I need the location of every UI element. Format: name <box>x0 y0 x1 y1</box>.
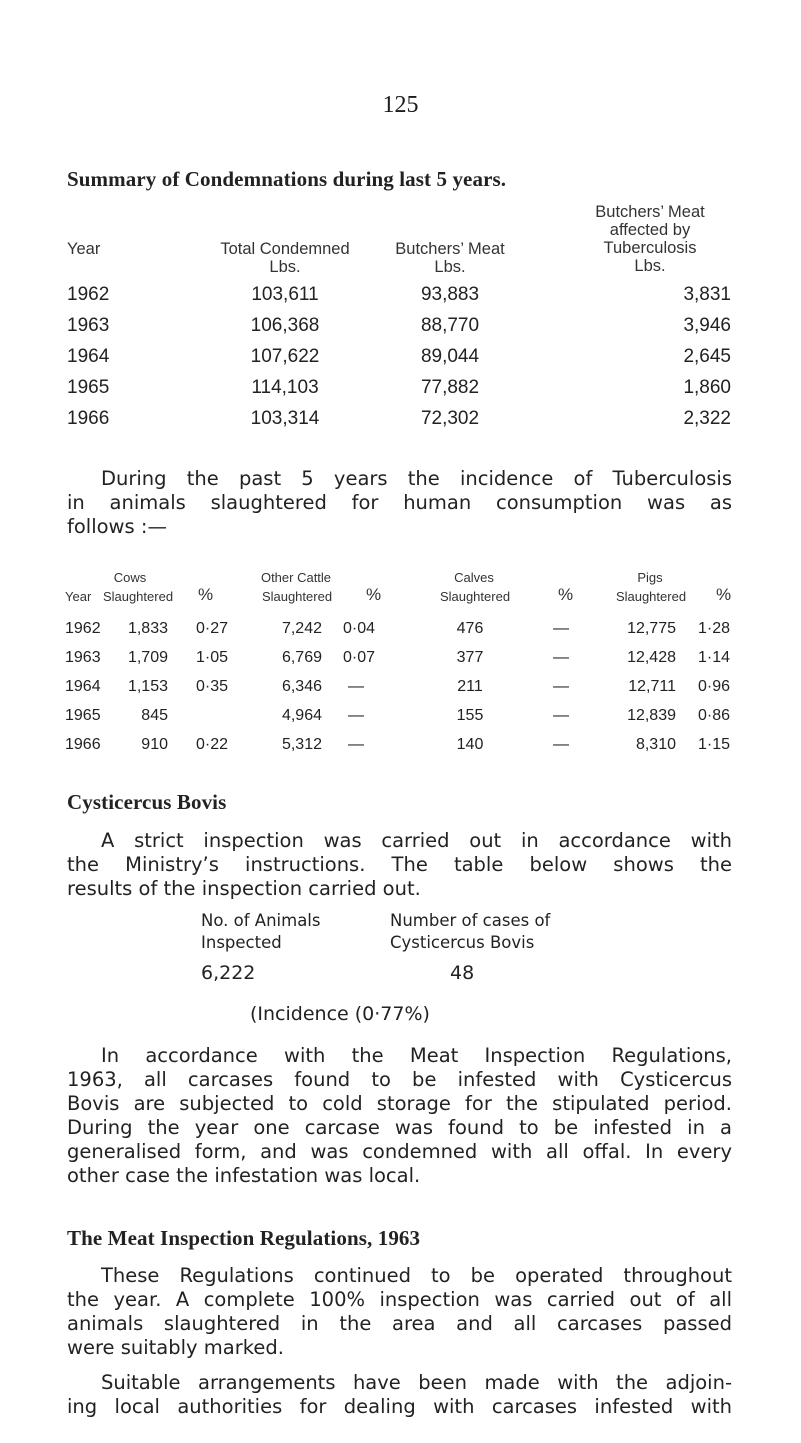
tb-cows: 1,153 <box>127 678 168 695</box>
col-header-tb-line2: affected by <box>609 221 691 239</box>
tb-year: 1965 <box>65 707 101 724</box>
tb-pigs-pct: 0·86 <box>698 707 731 724</box>
paragraph-line: the Ministry’s instructions. The table below shows the <box>67 853 732 876</box>
tb-other-pct: 0·04 <box>343 620 376 637</box>
header-animals-inspected <box>201 910 320 954</box>
tb-calves: 377 <box>456 649 484 666</box>
regulations-heading: The Meat Inspection Regulations, 1963 <box>67 1226 421 1250</box>
summary-total: 106,368 <box>250 315 320 336</box>
tb-year: 1963 <box>65 649 101 666</box>
tb-pigs: 12,711 <box>628 678 676 695</box>
header-cases-line1: Number of cases of <box>390 911 551 930</box>
tb-cows-pct: 0·27 <box>196 620 229 637</box>
tb-year: 1962 <box>65 620 101 637</box>
tb-year: 1966 <box>65 736 101 753</box>
header-cases <box>390 910 550 954</box>
summary-meat: 88,770 <box>420 315 480 336</box>
tb-other: 6,346 <box>281 678 322 695</box>
tb-other: 7,242 <box>281 620 322 637</box>
header-pct-other: % <box>366 585 382 604</box>
header-cows: Cows <box>113 570 147 585</box>
summary-meat: 93,883 <box>420 284 480 305</box>
tb-calves-pct: — <box>553 707 569 724</box>
tb-calves-pct: — <box>553 678 569 695</box>
tb-pigs-pct: 0·96 <box>698 678 731 695</box>
paragraph-line: ing local authorities for dealing with carcases infested with <box>67 1395 732 1418</box>
tb-pigs: 8,310 <box>635 736 676 753</box>
header-year: Year <box>65 589 92 604</box>
cysticercus-heading: Cysticercus Bovis <box>67 790 227 814</box>
header-pct-calves: % <box>558 585 574 604</box>
cysticercus-paragraph-2 <box>67 1044 732 1188</box>
regulations-paragraph-1 <box>67 1264 732 1360</box>
paragraph-line: animals slaughtered in the area and all carcases passed <box>67 1312 732 1335</box>
tb-pigs-pct: 1·14 <box>698 649 731 666</box>
summary-meat: 72,302 <box>420 408 480 429</box>
summary-tb: 3,946 <box>683 315 731 336</box>
tb-other: 6,769 <box>281 649 322 666</box>
tb-year: 1964 <box>65 678 101 695</box>
summary-total: 103,611 <box>251 284 319 305</box>
header-other-cattle: Other Cattle <box>260 570 332 585</box>
tb-calves: 211 <box>457 678 483 695</box>
paragraph-line: follows :— <box>67 515 167 538</box>
tb-calves-pct: — <box>553 736 569 753</box>
col-header-tb-unit: Lbs. <box>634 257 666 275</box>
paragraph-line: Suitable arrangements have been made with the adjoin- <box>101 1371 732 1394</box>
header-cases-line2: Cysticercus Bovis <box>390 933 535 952</box>
summary-tb: 3,831 <box>683 284 731 305</box>
col-header-tb-line1: Butchers’ Meat <box>595 203 705 221</box>
tb-cows: 1,709 <box>127 649 168 666</box>
summary-year: 1962 <box>67 284 110 305</box>
summary-meat: 77,882 <box>420 377 480 398</box>
header-calves: Calves <box>454 570 494 585</box>
value-inspected: 6,222 <box>201 962 256 984</box>
summary-tb: 1,860 <box>683 377 731 398</box>
header-pigs-slaughtered: Slaughtered <box>615 589 687 604</box>
col-header-tuberculosis <box>565 203 735 275</box>
paragraph-line: These Regulations continued to be operated throughout <box>101 1264 732 1287</box>
paragraph-line: During the past 5 years the incidence of Tuberculosis <box>101 467 732 490</box>
page-number: 125 <box>382 92 419 118</box>
tb-cows: 845 <box>141 707 168 724</box>
tb-other-pct: — <box>348 707 364 724</box>
col-header-total-condemned <box>205 240 365 276</box>
summary-total: 103,314 <box>250 408 320 429</box>
header-pct-cows: % <box>198 585 214 604</box>
incidence-note: (Incidence (0·77%) <box>250 1003 430 1025</box>
tb-other: 4,964 <box>281 707 322 724</box>
paragraph-line: In accordance with the Meat Inspection Regulations, <box>101 1044 732 1067</box>
tb-calves: 140 <box>456 736 484 753</box>
tb-other-pct: — <box>348 678 364 695</box>
summary-total: 114,103 <box>251 377 319 398</box>
col-header-year: Year <box>67 240 101 258</box>
tb-cows: 1,833 <box>127 620 168 637</box>
paragraph-line: in animals slaughtered for human consumption was as <box>67 491 732 514</box>
header-animals-line2: Inspected <box>201 933 282 952</box>
tb-other: 5,312 <box>281 736 322 753</box>
summary-year: 1964 <box>67 346 110 367</box>
summary-tb: 2,645 <box>683 346 731 367</box>
paragraph-line: Bovis are subjected to cold storage for the stipulated period. <box>67 1092 732 1115</box>
tb-pigs: 12,428 <box>627 649 676 666</box>
col-header-meat-label: Butchers’ Meat <box>395 240 505 258</box>
tb-pigs: 12,839 <box>627 707 676 724</box>
col-header-tb-line3: Tuberculosis <box>603 239 697 257</box>
header-other-slaughtered: Slaughtered <box>261 589 333 604</box>
header-pigs: Pigs <box>637 570 663 585</box>
tb-other-pct: — <box>348 736 364 753</box>
tb-calves: 155 <box>456 707 484 724</box>
tb-pigs-pct: 1·15 <box>698 736 731 753</box>
summary-year: 1965 <box>67 377 110 398</box>
header-cows-slaughtered: Slaughtered <box>102 589 174 604</box>
value-cases: 48 <box>450 962 475 984</box>
tb-other-pct: 0·07 <box>343 649 376 666</box>
tb-cows-pct: 0·22 <box>196 736 229 753</box>
tb-pigs-pct: 1·28 <box>698 620 731 637</box>
tb-cows: 910 <box>141 736 168 753</box>
col-header-meat-unit: Lbs. <box>434 258 466 276</box>
tb-calves: 476 <box>456 620 484 637</box>
summary-total: 107,622 <box>250 346 320 367</box>
regulations-paragraph-2 <box>67 1371 732 1419</box>
summary-year: 1963 <box>67 315 110 336</box>
paragraph-line: generalised form, and was condemned with all offal. In every <box>67 1140 732 1163</box>
paragraph-line: were suitably marked. <box>67 1336 284 1359</box>
tb-cows-pct: 0·35 <box>196 678 229 695</box>
summary-year: 1966 <box>67 408 110 429</box>
summary-heading: Summary of Condemnations during last 5 years. <box>67 167 507 191</box>
tb-calves-pct: — <box>553 649 569 666</box>
cysticercus-paragraph-1 <box>67 829 732 901</box>
paragraph-line: A strict inspection was carried out in accordance with <box>101 829 732 852</box>
summary-meat: 89,044 <box>420 346 480 367</box>
tb-cows-pct: 1·05 <box>196 649 229 666</box>
paragraph-line: results of the inspection carried out. <box>67 877 421 900</box>
col-header-butchers-meat <box>370 240 530 276</box>
col-header-total-unit: Lbs. <box>269 258 301 276</box>
tb-calves-pct: — <box>553 620 569 637</box>
paragraph-line: During the year one carcase was found to be infested in a <box>67 1116 732 1139</box>
header-pct-pigs: % <box>716 585 732 604</box>
tb-pigs: 12,775 <box>627 620 676 637</box>
paragraph-line: the year. A complete 100% inspection was carried out of all <box>67 1288 732 1311</box>
paragraph-line: 1963, all carcases found to be infested with Cysticercus <box>67 1068 732 1091</box>
tb-intro-paragraph <box>67 467 732 539</box>
col-header-total-label: Total Condemned <box>220 240 350 258</box>
header-animals-line1: No. of Animals <box>201 911 321 930</box>
paragraph-line: other case the infestation was local. <box>67 1164 421 1187</box>
header-calves-slaughtered: Slaughtered <box>439 589 511 604</box>
summary-tb: 2,322 <box>683 408 731 429</box>
